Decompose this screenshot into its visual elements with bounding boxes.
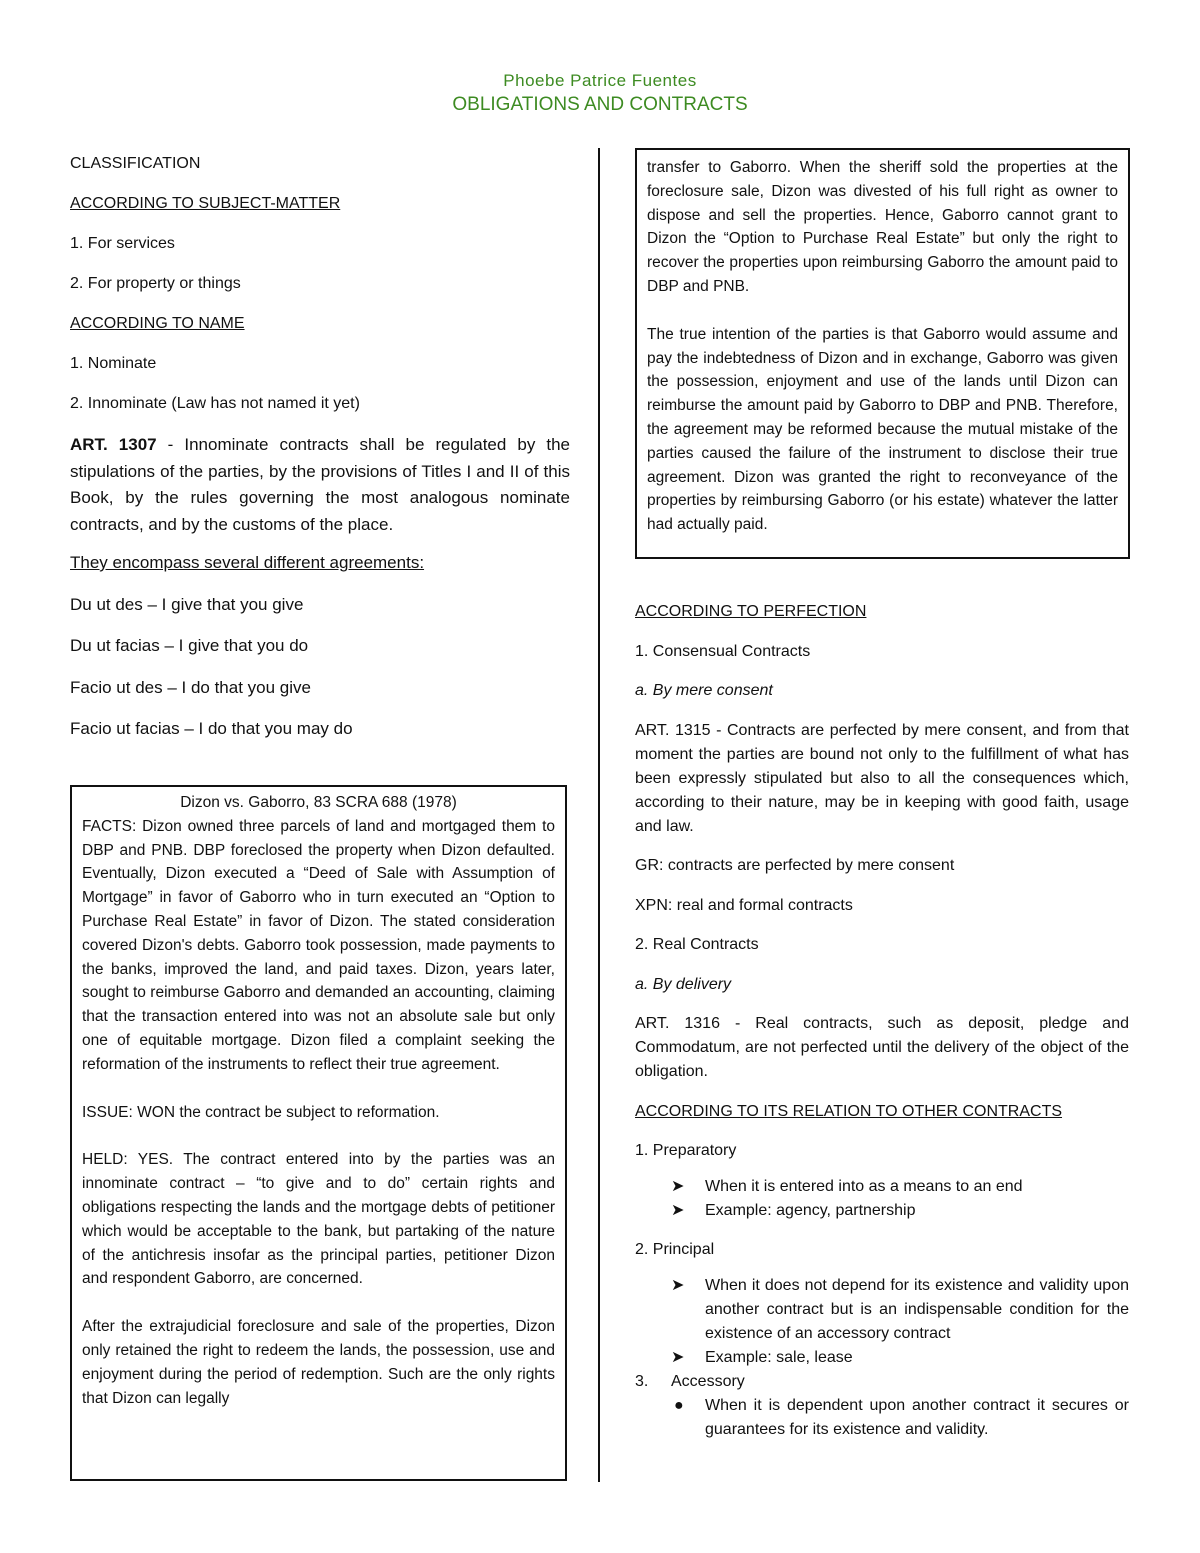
page-header [0,70,1200,118]
list-item-text: Example: sale, lease [705,1348,853,1366]
arrow-bullet-icon: ➤ [671,1276,685,1294]
arrow-bullet-icon: ➤ [671,1201,685,1219]
case-box-continued [635,148,1130,559]
list-item [671,1394,1129,1442]
encompass-item: Du ut facias – I give that you do [70,636,309,655]
arrow-bullet-icon: ➤ [671,1177,685,1195]
preparatory: 1. Preparatory [635,1142,737,1159]
relation-heading: ACCORDING TO ITS RELATION TO OTHER CONTRACTS [635,1102,1063,1120]
author-name: Phoebe Patrice Fuentes [503,71,697,90]
encompass-heading: They encompass several different agreements: [70,553,425,572]
real-sub: a. By delivery [635,975,732,993]
subject-item: 2. For property or things [70,275,241,292]
case-facts: FACTS: Dizon owned three parcels of land and mortgaged them to DBP and PNB. DBP foreclosed the property when Dizon defaulted. Eventually, Dizon executed a “Deed of Sale with Assumption of Mortgage” in favor of Gaborro who in turn executed an “Option to Purchase Real Estate” in favor of Dizon. The stated consideration covered Dizon's debts. Gaborro took possession, made payments to the banks, improved the land, and paid taxes. Dizon, years later, sought to reimburse Gaborro and demanded an accounting, claiming that the transaction entered into was not an absolute sale but only one of equitable mortgage. Dizon filed a complaint seeking the reformation of the instruments to reflect their true agreement. [82,817,555,1073]
classification-heading: CLASSIFICATION [70,155,201,172]
list-item-text: When it is entered into as a means to an end [705,1177,1023,1195]
case-continued-text: transfer to Gaborro. When the sheriff sold the properties at the foreclosure sale, Dizon was divested of his full right as owner to dispose and sell the properties. Hence, Gaborro cannot grant to Dizon the “Option to Purchase Real Estate” but only the right to recover the properties upon reimbursing Gaborro the amount paid to DBP and PNB. [647,159,1118,295]
list-item [671,1199,1129,1223]
real-contracts: 2. Real Contracts [635,936,759,953]
general-rule: GR: contracts are perfected by mere consent [635,857,955,874]
article-1307-text: - Innominate contracts shall be regulated by the stipulations of the parties, by the provisions of Titles I and II of this Book, by the rules governing the most analogous nominate contracts, and by the customs of the place. [70,435,570,534]
list-item-text: When it is dependent upon another contract it secures or guarantees for its existence and validity. [705,1396,1129,1438]
exception: XPN: real and formal contracts [635,896,853,914]
preparatory-list [635,1175,1129,1223]
left-column [70,152,570,760]
article-1307-label: ART. 1307 [70,435,157,454]
consensual-sub: a. By mere consent [635,682,773,699]
accessory [635,1370,1129,1394]
accessory-number: 3. [635,1372,649,1390]
name-item: 2. Innominate (Law has not named it yet) [70,395,360,412]
arrow-bullet-icon: ➤ [671,1348,685,1366]
case-true-intention: The true intention of the parties is that Gaborro would assume and pay the indebtedness of Dizon and in exchange, Gaborro was given the possession, enjoyment and use of the lands until Dizon can reimburse the amount paid by Gaborro to DBP and PNB. Therefore, the agreement may be reformed because the mutual mistake of the parties caused the failure of the instrument to disclose their true agreement. Dizon was granted the right to reconveyance of the properties by reimbursing Gaborro (or his estate) whatever the latter had actually paid. [647,325,1118,534]
article-1315: ART. 1315 - Contracts are perfected by mere consent, and from that moment the parties are bound not only to the fulfillment of what has been expressly stipulated but also to all the consequences which, according to their nature, may be in keeping with good faith, usage and law. [635,721,1129,835]
subject-matter-heading: ACCORDING TO SUBJECT-MATTER [70,195,341,212]
list-item-text: When it does not depend for its existence and validity upon another contract but is an indispensable condition for the existence of an accessory contract [705,1276,1129,1342]
right-column [635,600,1129,1442]
encompass-item: Du ut des – I give that you give [70,594,304,614]
dot-bullet-icon: ● [674,1396,684,1414]
principal: 2. Principal [635,1241,715,1258]
column-divider [598,148,600,1482]
list-item [671,1274,1129,1346]
article-1307 [70,432,570,538]
consensual-contracts: 1. Consensual Contracts [635,642,811,660]
subject-item: 1. For services [70,235,175,252]
list-item [671,1346,1129,1370]
case-held: HELD: YES. The contract entered into by the parties was an innominate contract – “to give and to do” certain rights and obligations respecting the lands and the mortgage debts of petitioner which would be acceptable to the bank, but partaking of the nature of the antichresis insofar as the principal parties, petitioner Dizon and respondent Gaborro, are concerned. [82,1151,555,1288]
article-1316: ART. 1316 - Real contracts, such as deposit, pledge and Commodatum, are not perfected until the delivery of the object of the obligation. [635,1015,1129,1080]
case-issue: ISSUE: WON the contract be subject to reformation. [82,1103,440,1121]
case-title: Dizon vs. Gaborro, 83 SCRA 688 (1978) [180,794,457,811]
case-box-dizon-vs-gaborro [70,785,567,1481]
encompass-item: Facio ut des – I do that you give [70,677,311,697]
document-title: OBLIGATIONS AND CONTRACTS [452,94,748,115]
name-heading: ACCORDING TO NAME [70,315,245,332]
list-item-text: Example: agency, partnership [705,1201,916,1219]
name-item: 1. Nominate [70,355,157,372]
accessory-label: Accessory [671,1372,745,1390]
list-item [671,1175,1129,1199]
case-after-foreclosure: After the extrajudicial foreclosure and sale of the properties, Dizon only retained the right to redeem the lands, the possession, use and enjoyment during the period of redemption. Such are the only rights that Dizon can legally [82,1318,555,1407]
principal-list [635,1274,1129,1370]
encompass-item: Facio ut facias – I do that you may do [70,719,353,738]
perfection-heading: ACCORDING TO PERFECTION [635,603,867,620]
accessory-list [635,1394,1129,1442]
